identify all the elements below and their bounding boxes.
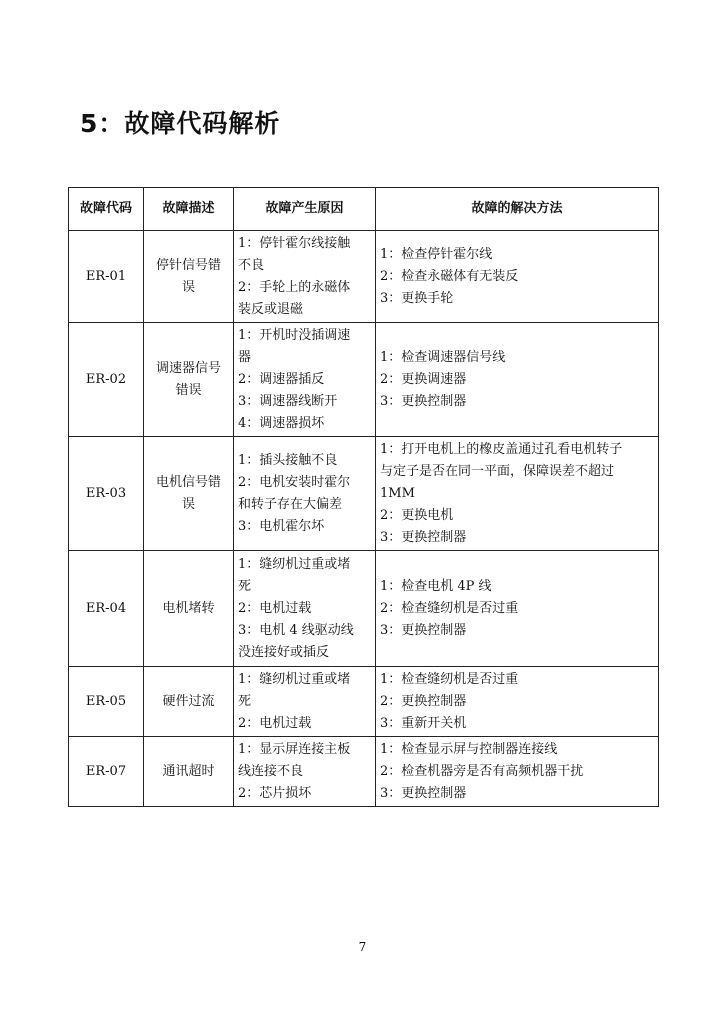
table-row: [69, 667, 659, 737]
fault-cause-line: 线连接不良: [238, 763, 304, 779]
fault-cause-line: 1：缝纫机过重或堵: [238, 671, 351, 687]
fault-cause: [234, 737, 376, 807]
fault-solution-line: 1：检查电机 4P 线: [380, 578, 492, 594]
fault-solution-line: 3：更换控制器: [380, 529, 467, 545]
fault-solution: [376, 437, 659, 551]
fault-solution-line: 2：检查机器旁是否有高频机器干扰: [380, 763, 584, 779]
fault-code: ER-07: [69, 737, 144, 807]
fault-cause: [234, 667, 376, 737]
fault-solution-line: 1MM: [380, 485, 415, 501]
fault-cause-line: 1：停针霍尔线接触: [238, 235, 351, 251]
fault-cause-line: 不良: [238, 257, 265, 273]
table-row: [69, 551, 659, 667]
fault-description: [144, 437, 234, 551]
fault-cause-line: 3：电机 4 线驱动线: [238, 622, 354, 638]
fault-solution-line: 3：更换控制器: [380, 622, 467, 638]
fault-description-line: 停针信号错: [155, 257, 221, 273]
fault-cause-line: 1：缝纫机过重或堵: [238, 556, 351, 572]
fault-description: [144, 667, 234, 737]
fault-description-line: 电机堵转: [162, 600, 215, 616]
table-row: [69, 737, 659, 807]
fault-description-line: 调速器信号: [155, 360, 221, 376]
table-row: [69, 323, 659, 437]
fault-solution-line: 1：检查停针霍尔线: [380, 246, 493, 262]
table-row: [69, 231, 659, 323]
header-solution: 故障的解决方法: [376, 188, 659, 231]
fault-cause: [234, 231, 376, 323]
fault-solution-line: 与定子是否在同一平面，保障误差不超过: [380, 463, 615, 479]
fault-cause-line: 装反或退磁: [238, 301, 304, 317]
fault-solution-line: 2：更换控制器: [380, 693, 467, 709]
fault-solution: [376, 231, 659, 323]
fault-cause: [234, 437, 376, 551]
fault-description-line: 误: [181, 279, 195, 295]
fault-solution-line: 1：检查缝纫机是否过重: [380, 671, 519, 687]
fault-cause-line: 2：芯片损坏: [238, 785, 312, 801]
fault-code: ER-02: [69, 323, 144, 437]
header-description: 故障描述: [144, 188, 234, 231]
section-title: 5：故障代码解析: [80, 109, 281, 138]
fault-solution-line: 3：更换手轮: [380, 290, 454, 306]
fault-code-table: [68, 187, 659, 807]
fault-cause-line: 和转子存在大偏差: [238, 496, 343, 512]
fault-solution-line: 1：检查显示屏与控制器连接线: [380, 741, 558, 757]
fault-solution-line: 3：更换控制器: [380, 785, 467, 801]
fault-cause-line: 1：显示屏连接主板: [238, 741, 351, 757]
fault-solution: [376, 551, 659, 667]
fault-description-line: 电机信号错: [155, 474, 221, 490]
fault-description-line: 误: [181, 496, 195, 512]
fault-solution: [376, 737, 659, 807]
fault-code: ER-03: [69, 437, 144, 551]
fault-cause-line: 器: [238, 349, 252, 365]
fault-cause-line: 2：调速器插反: [238, 371, 325, 387]
fault-code: ER-01: [69, 231, 144, 323]
fault-solution-line: 2：检查缝纫机是否过重: [380, 600, 519, 616]
header-code: 故障代码: [69, 188, 144, 231]
fault-cause-line: 4：调速器损坏: [238, 415, 325, 431]
fault-description-line: 通讯超时: [162, 763, 215, 779]
fault-solution-line: 3：重新开关机: [380, 715, 467, 731]
fault-description-line: 硬件过流: [162, 693, 215, 709]
table-header-row: [69, 188, 659, 231]
header-cause: 故障产生原因: [234, 188, 376, 231]
fault-solution-line: 3：更换控制器: [380, 393, 467, 409]
fault-description: [144, 737, 234, 807]
fault-solution-line: 2：更换电机: [380, 507, 454, 523]
fault-cause-line: 3：电机霍尔坏: [238, 518, 325, 534]
fault-solution-line: 1：检查调速器信号线: [380, 349, 506, 365]
fault-solution: [376, 323, 659, 437]
fault-description: [144, 231, 234, 323]
fault-description: [144, 551, 234, 667]
fault-code: ER-04: [69, 551, 144, 667]
fault-solution: [376, 667, 659, 737]
fault-cause-line: 1：插头接触不良: [238, 452, 338, 468]
fault-solution-line: 2：检查永磁体有无装反: [380, 268, 519, 284]
fault-cause-line: 死: [238, 578, 252, 594]
fault-solution-line: 1：打开电机上的橡皮盖通过孔看电机转子: [380, 441, 623, 457]
fault-cause-line: 2：电机过载: [238, 600, 312, 616]
fault-cause-line: 死: [238, 693, 252, 709]
fault-cause-line: 3：调速器线断开: [238, 393, 338, 409]
fault-code: ER-05: [69, 667, 144, 737]
fault-solution-line: 2：更换调速器: [380, 371, 467, 387]
fault-description-line: 错误: [175, 382, 202, 398]
fault-cause-line: 2：手轮上的永磁体: [238, 279, 351, 295]
fault-cause-line: 1：开机时没插调速: [238, 327, 351, 343]
fault-description: [144, 323, 234, 437]
fault-cause-line: 2：电机安装时霍尔: [238, 474, 351, 490]
page-number: 7: [358, 940, 367, 954]
fault-cause-line: 2：电机过载: [238, 715, 312, 731]
table-row: [69, 437, 659, 551]
fault-cause-line: 没连接好或插反: [238, 644, 330, 660]
fault-cause: [234, 323, 376, 437]
fault-cause: [234, 551, 376, 667]
